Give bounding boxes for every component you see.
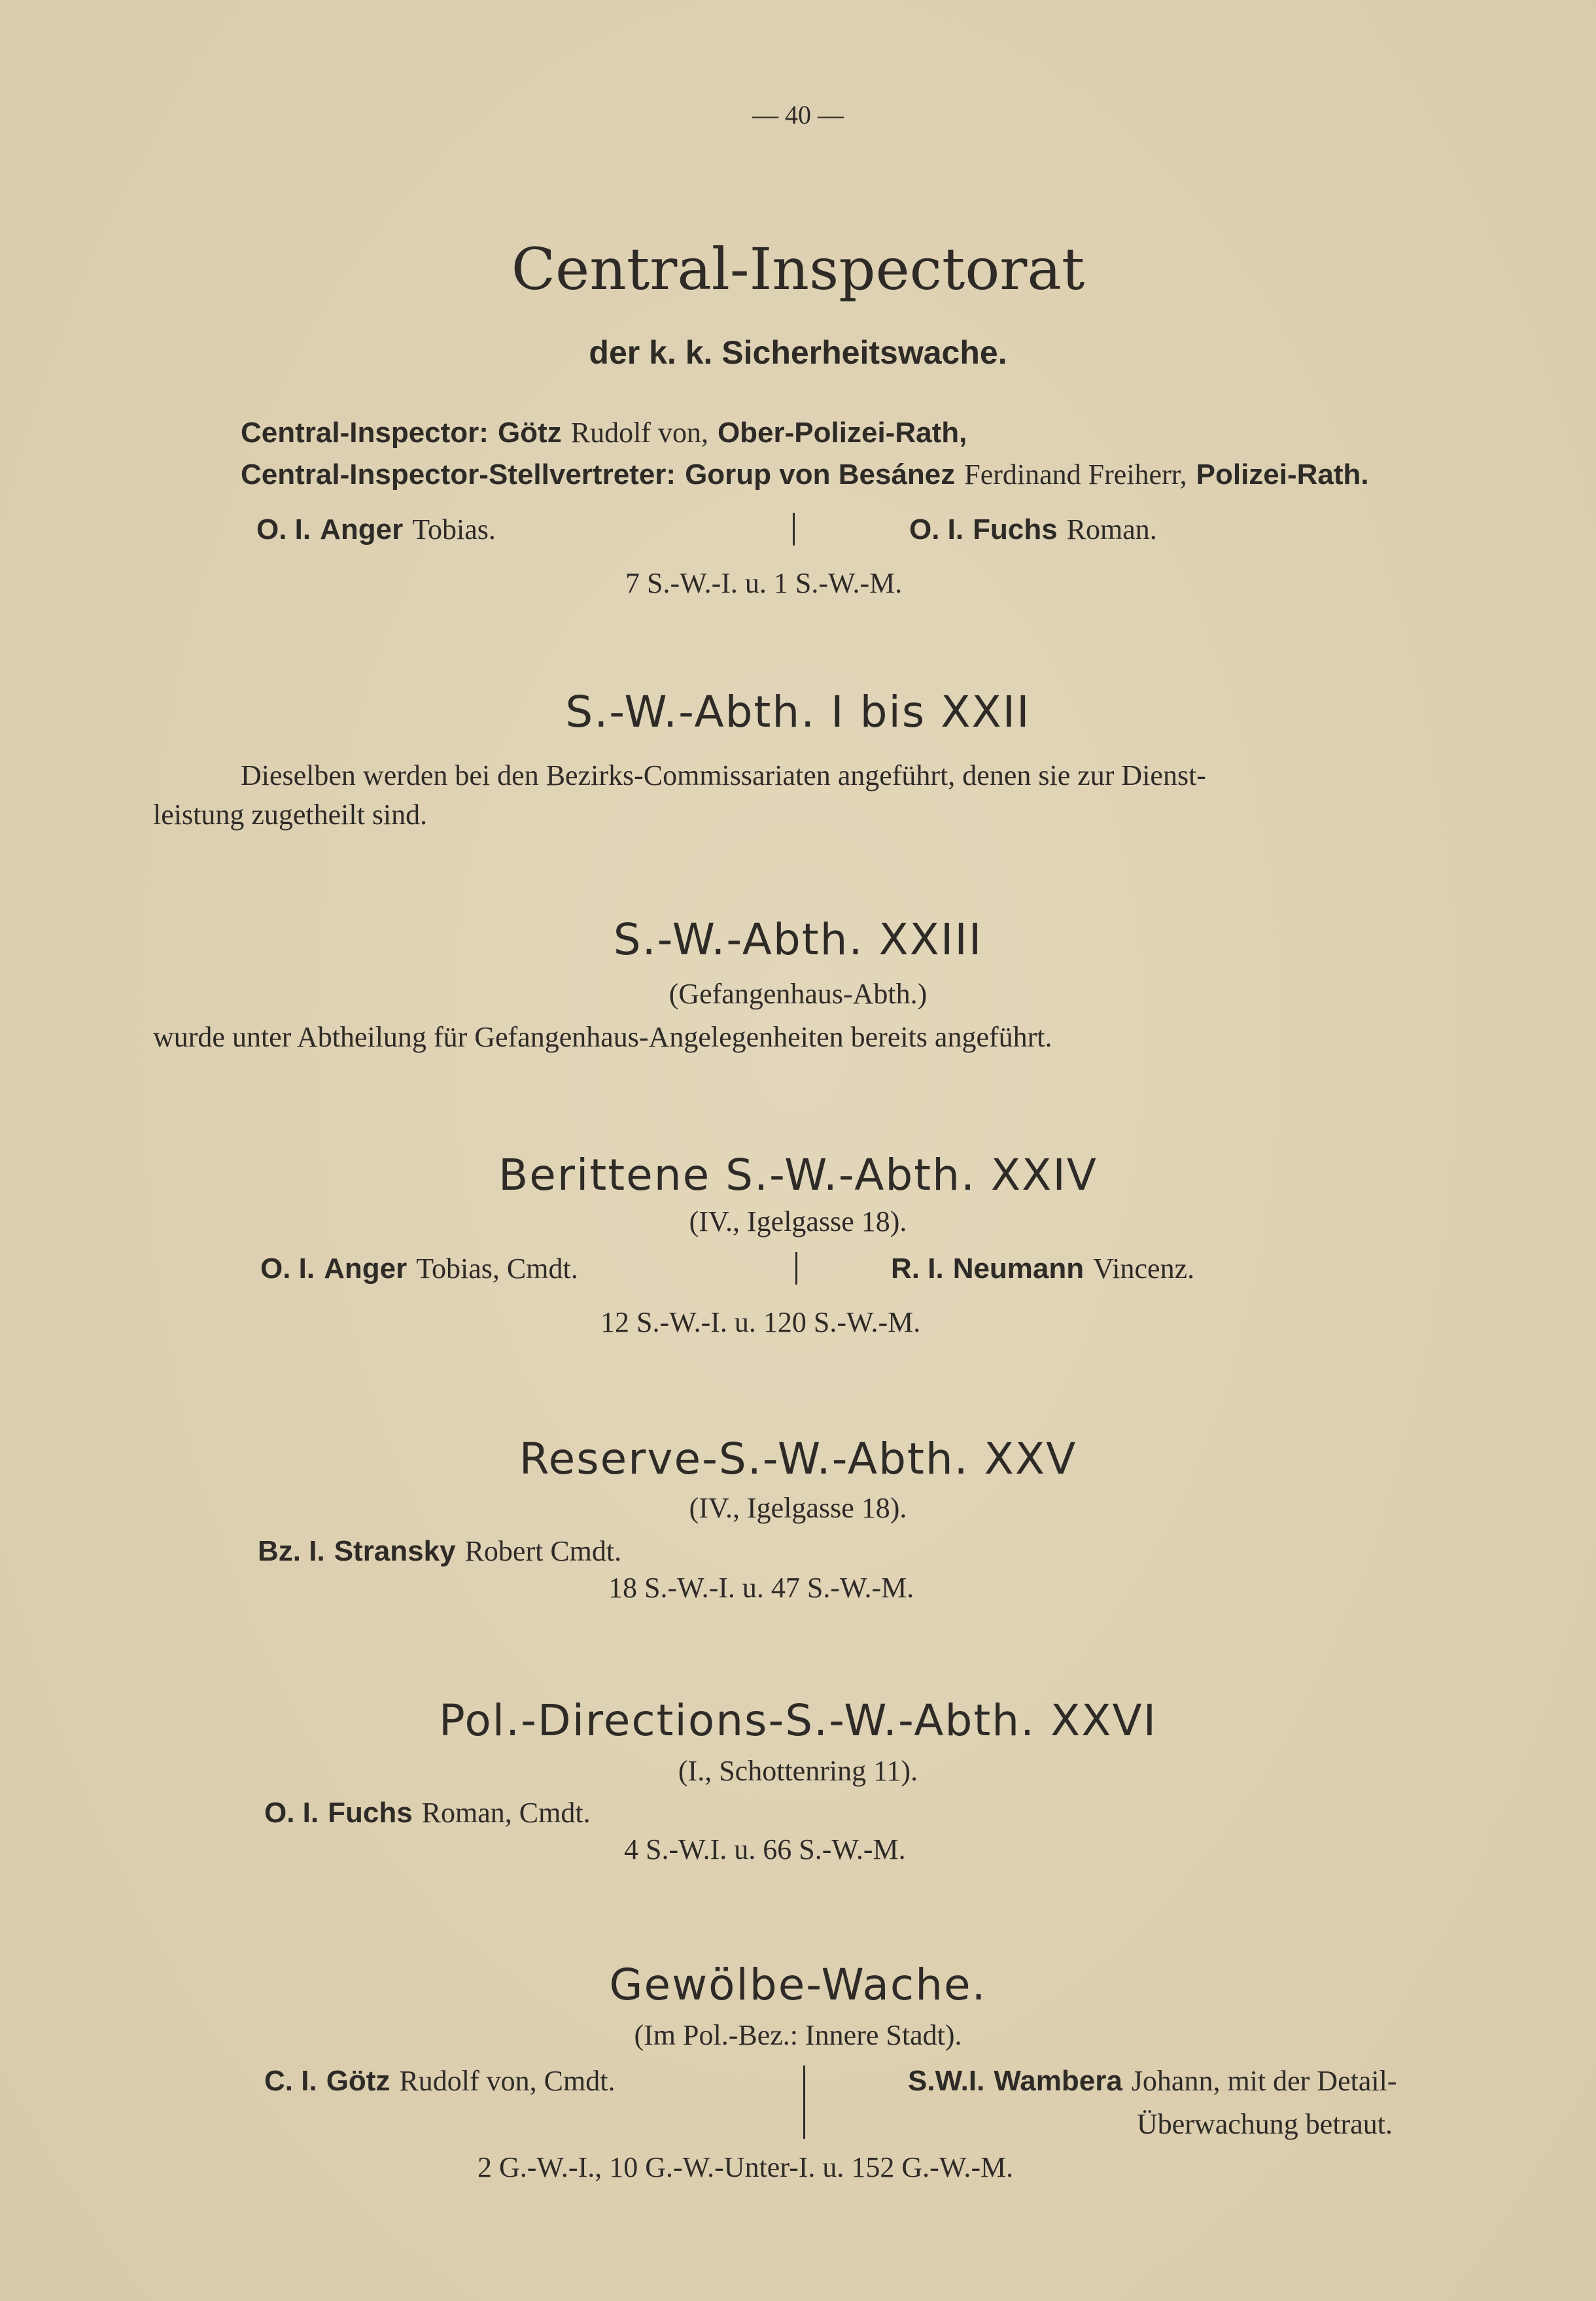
section-address: (Im Pol.-Bez.: Innere Stadt). xyxy=(634,2019,962,2051)
section-heading: Pol.-Directions-S.-W.-Abth. XXVI xyxy=(438,1695,1158,1746)
officer-name: Fuchs xyxy=(973,513,1058,545)
column-divider xyxy=(803,2066,805,2139)
officer-name: Anger xyxy=(324,1253,408,1285)
paragraph-line: leistung zugetheilt sind. xyxy=(153,799,428,831)
deputy-rank: Polizei-Rath. xyxy=(1196,458,1369,491)
section-count: 12 S.-W.-I. u. 120 S.-W.-M. xyxy=(600,1306,921,1338)
deputy-label: Central-Inspector-Stellvertreter: xyxy=(241,458,676,491)
officer-rest: Tobias. xyxy=(412,513,496,545)
officer-name: Anger xyxy=(320,513,404,545)
section-count: 18 S.-W.-I. u. 47 S.-W.-M. xyxy=(608,1572,914,1604)
officer-rest: Johann, mit der Detail- xyxy=(1131,2065,1397,2097)
officer-rest: Vincenz. xyxy=(1093,1253,1195,1285)
officer-rank: O. I. xyxy=(909,513,964,545)
section-heading: Reserve-S.-W.-Abth. XXV xyxy=(519,1434,1077,1484)
section-address: (I., Schottenring 11). xyxy=(678,1755,918,1787)
central-left-officer xyxy=(256,513,496,546)
paragraph-line: wurde unter Abtheilung für Gefangenhaus-Angelegenheiten bereits angeführt. xyxy=(153,1021,1052,1053)
central-inspector-deputy-line xyxy=(241,458,1369,491)
section-heading: S.-W.-Abth. I bis XXII xyxy=(565,687,1031,737)
officer-rest: Robert Cmdt. xyxy=(464,1535,622,1567)
central-count: 7 S.-W.-I. u. 1 S.-W.-M. xyxy=(625,567,903,599)
commander-line xyxy=(258,1534,621,1568)
column-divider xyxy=(795,1252,797,1285)
right-officer xyxy=(908,2064,1396,2098)
section-heading: Gewölbe-Wache. xyxy=(609,1960,987,2010)
central-inspector-name: Götz xyxy=(497,417,562,449)
section-address: (IV., Igelgasse 18). xyxy=(689,1205,907,1237)
officer-name: Götz xyxy=(326,2065,390,2097)
officer-name: Wambera xyxy=(994,2065,1122,2097)
deputy-name: Gorup von Besánez xyxy=(685,458,956,491)
officer-rest: Roman. xyxy=(1066,513,1157,545)
page-title: Central-Inspectorat xyxy=(511,235,1085,303)
column-divider xyxy=(793,513,795,545)
commander-line xyxy=(264,1796,591,1829)
deputy-rest: Ferdinand Freiherr, xyxy=(964,458,1187,491)
central-inspector-line xyxy=(241,416,967,449)
officer-rest: Roman, Cmdt. xyxy=(421,1797,591,1829)
section-count: 4 S.-W.I. u. 66 S.-W.-M. xyxy=(624,1833,906,1865)
left-officer xyxy=(260,1252,578,1285)
officer-name: Neumann xyxy=(952,1253,1084,1285)
central-inspector-rest: Rudolf von, xyxy=(570,417,708,449)
central-right-officer xyxy=(909,513,1157,546)
officer-name: Fuchs xyxy=(328,1797,413,1829)
central-inspector-label: Central-Inspector: xyxy=(241,417,489,449)
officer-rank: S.W.I. xyxy=(908,2065,985,2097)
officer-rank: C. I. xyxy=(264,2065,317,2097)
right-officer xyxy=(891,1252,1194,1285)
central-inspector-rank: Ober-Polizei-Rath, xyxy=(717,417,967,449)
left-officer xyxy=(264,2064,615,2098)
section-address: (IV., Igelgasse 18). xyxy=(689,1492,907,1524)
officer-rank: O. I. xyxy=(264,1797,319,1829)
subtitle-text: der k. k. Sicherheitswache. xyxy=(589,334,1007,371)
section-address: (Gefangenhaus-Abth.) xyxy=(668,978,928,1010)
paragraph-line: Dieselben werden bei den Bezirks-Commissariaten angeführt, denen sie zur Dienst- xyxy=(241,759,1206,791)
officer-rank: O. I. xyxy=(260,1253,315,1285)
section-heading: Berittene S.-W.-Abth. XXIV xyxy=(498,1150,1098,1200)
section-heading: S.-W.-Abth. XXIII xyxy=(613,914,983,965)
officer-rank: O. I. xyxy=(256,513,311,545)
section-count: 2 G.-W.-I., 10 G.-W.-Unter-I. u. 152 G.-W.-M. xyxy=(477,2151,1014,2183)
page-subtitle xyxy=(0,334,1596,372)
page-number: — 40 — xyxy=(752,100,844,130)
officer-rank: Bz. I. xyxy=(258,1535,325,1567)
officer-rank: R. I. xyxy=(891,1253,944,1285)
officer-rest: Rudolf von, Cmdt. xyxy=(399,2065,616,2097)
right-officer-continuation: Überwachung betraut. xyxy=(1137,2108,1393,2140)
officer-rest: Tobias, Cmdt. xyxy=(416,1253,578,1285)
officer-name: Stransky xyxy=(334,1535,456,1567)
